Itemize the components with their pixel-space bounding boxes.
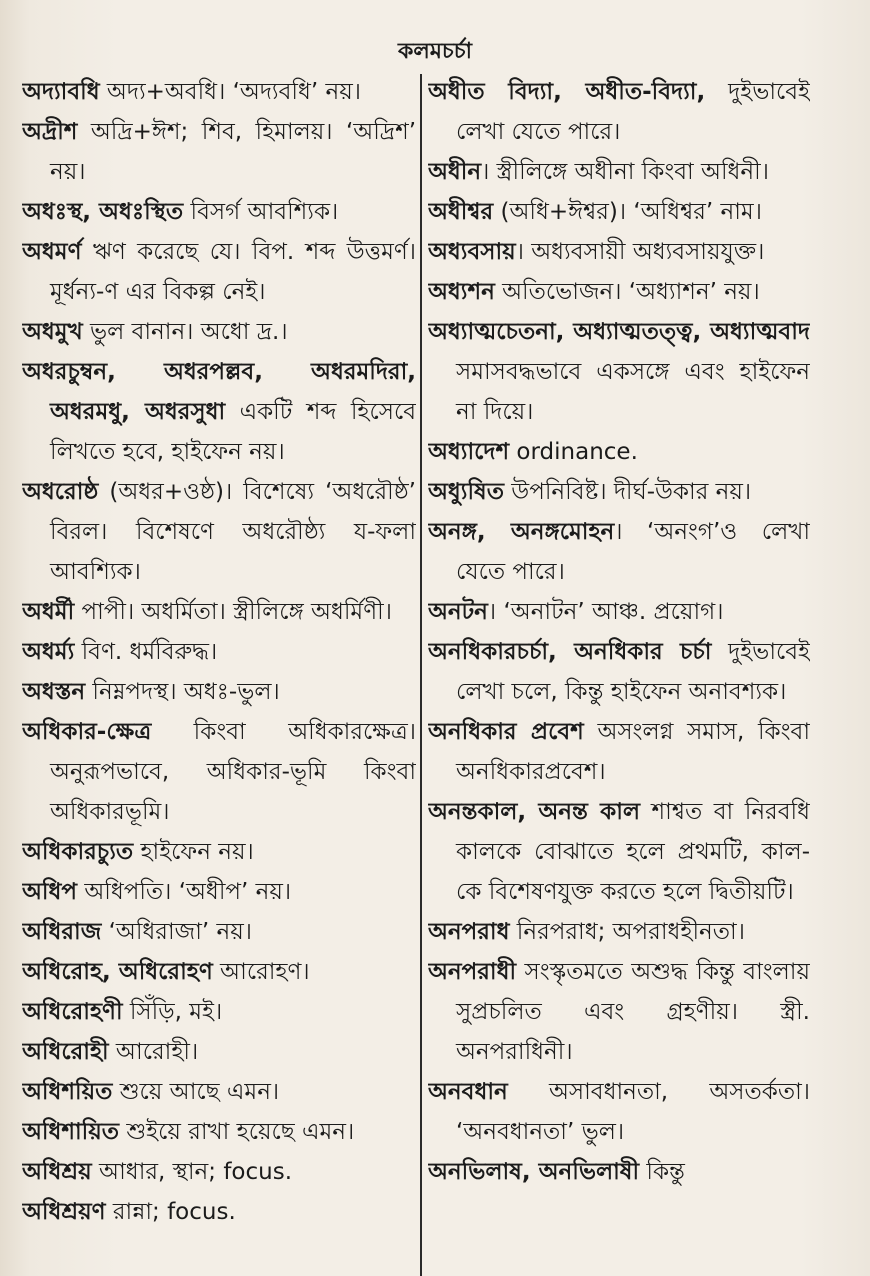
entry-definition: ভুল বানান। অধো দ্র.। — [82, 319, 288, 345]
entry-definition: হাইফেন নয়। — [133, 839, 254, 865]
dictionary-entry — [22, 112, 416, 192]
entry-definition: শাশ্বত বা নিরবধি কালকে বোঝাতে হলে প্রথমটি, কাল-কে বিশেষণযুক্ত করতে হলে দ্বিতীয়টি। — [456, 799, 810, 905]
entry-definition: আরোহণ। — [212, 959, 310, 985]
entry-headword: অনধিকার প্রবেশ — [428, 719, 584, 745]
entry-definition: সংস্কৃতমতে অশুদ্ধ কিন্তু বাংলায় সুপ্রচলিত এবং গ্রহণীয়। স্ত্রী. অনপরাধিনী। — [456, 959, 810, 1065]
dictionary-entry — [428, 1152, 810, 1192]
dictionary-entry — [428, 472, 810, 512]
dictionary-entry — [22, 992, 416, 1032]
entry-headword: অধর্ম্য — [22, 639, 75, 665]
dictionary-entry — [22, 712, 416, 832]
dictionary-entry — [22, 1032, 416, 1072]
left-column — [22, 72, 416, 1276]
entry-definition: রান্না; focus. — [105, 1199, 236, 1225]
dictionary-entry — [428, 512, 810, 592]
entry-headword: অধ্যাদেশ — [428, 439, 510, 465]
entry-definition: । স্ত্রীলিঙ্গে অধীনা কিংবা অধিনী। — [481, 159, 769, 185]
entry-headword: অধমুখ — [22, 319, 83, 345]
entry-definition: আধার, স্থান; focus. — [91, 1159, 293, 1185]
entry-headword: অদ্যাবধি — [22, 79, 100, 105]
dictionary-entry — [428, 712, 810, 792]
dictionary-entry — [428, 312, 810, 432]
dictionary-entry — [428, 912, 810, 952]
entry-headword: অধরচুম্বন, অধরপল্লব, অধরমদিরা, অধরমধু, অধরসুধা — [22, 359, 416, 425]
entry-headword: অধরোষ্ঠ — [22, 479, 99, 505]
entry-headword: অধীশ্বর — [428, 199, 494, 225]
entry-definition: অসাবধানতা, অসতর্কতা। ‘অনবধানতা’ ভুল। — [456, 1079, 810, 1145]
dictionary-entry — [22, 832, 416, 872]
dictionary-entry — [22, 312, 416, 352]
entry-definition: দুইভাবেই লেখা যেতে পারে। — [456, 79, 810, 145]
entry-headword: অধীন — [428, 159, 482, 185]
entry-headword: অধিশয়িত — [22, 1079, 113, 1105]
entry-definition: পাপী। অধর্মিতা। স্ত্রীলিঙ্গে অধর্মিণী। — [74, 599, 392, 625]
dictionary-entry — [22, 1072, 416, 1112]
entry-headword: অধ্যাত্মচেতনা, অধ্যাত্মতত্ত্ব, অধ্যাত্মবাদ — [428, 319, 810, 345]
entry-definition: বিসর্গ আবশ্যিক। — [183, 199, 339, 225]
entry-headword: অধিকারচ্যুত — [22, 839, 134, 865]
dictionary-entry — [428, 232, 810, 272]
dictionary-entry — [22, 1112, 416, 1152]
dictionary-entry — [428, 72, 810, 152]
entry-headword: অনপরাধ — [428, 919, 510, 945]
entry-definition: ঋণ করেছে যে। বিপ. শব্দ উত্তমর্ণ। মূর্ধন্য-ণ এর বিকল্প নেই। — [50, 239, 416, 305]
entry-definition: অসংলগ্ন সমাস, কিংবা অনধিকারপ্রবেশ। — [456, 719, 810, 785]
entry-headword: অধিশায়িত — [22, 1119, 120, 1145]
page-header: কলমচর্চা — [397, 39, 473, 64]
dictionary-entry — [22, 912, 416, 952]
entry-headword: অনধিকারচর্চা, অনধিকার চর্চা — [428, 639, 712, 665]
entry-headword: অধিরোহণী — [22, 999, 123, 1025]
entry-definition: কিন্তু — [639, 1159, 685, 1185]
entry-definition: ‘অধিরাজা’ নয়। — [101, 919, 253, 945]
dictionary-entry — [22, 592, 416, 632]
dictionary-entry — [22, 1192, 416, 1232]
dictionary-entry — [22, 952, 416, 992]
dictionary-entry — [22, 672, 416, 712]
entry-definition: । অধ্যবসায়ী অধ্যবসায়যুক্ত। — [515, 239, 765, 265]
dictionary-entry — [428, 192, 810, 232]
entry-definition: অতিভোজন। ‘অধ্যাশন’ নয়। — [494, 279, 760, 305]
dictionary-entry — [22, 872, 416, 912]
entry-headword: অধ্যশন — [428, 279, 495, 305]
entry-definition: নিরপরাধ; অপরাধহীনতা। — [509, 919, 745, 945]
entry-definition: উপনিবিষ্ট। দীর্ঘ-উকার নয়। — [504, 479, 752, 505]
dictionary-entry — [22, 352, 416, 472]
dictionary-entry — [22, 232, 416, 312]
entry-headword: অধর্মী — [22, 599, 75, 625]
entry-headword: অধিরোহী — [22, 1039, 109, 1065]
dictionary-entry — [428, 952, 810, 1072]
entry-definition: । ‘অনংগ’ও লেখা যেতে পারে। — [456, 519, 810, 585]
entry-headword: অধস্তন — [22, 679, 86, 705]
entry-headword: অধ্যুষিত — [428, 479, 504, 505]
entry-definition: অদ্রি+ঈশ; শিব, হিমালয়। ‘অদ্রিশ’ নয়। — [50, 119, 416, 185]
dictionary-entry — [428, 152, 810, 192]
entry-definition: (অধি+ঈশ্বর)। ‘অধিশ্বর’ নাম। — [493, 199, 762, 225]
entry-headword: অনবধান — [428, 1079, 508, 1105]
entry-headword: অধিরোহ, অধিরোহণ — [22, 959, 213, 985]
column-divider — [420, 74, 422, 1276]
dictionary-entry — [428, 632, 810, 712]
entry-definition: কিংবা অধিকারক্ষেত্র। অনুরূপভাবে, অধিকার-ভূমি কিংবা অধিকারভূমি। — [50, 719, 416, 825]
entry-headword: অধিকার-ক্ষেত্র — [22, 719, 152, 745]
dictionary-entry — [428, 432, 810, 472]
entry-definition: দুইভাবেই লেখা চলে, কিন্তু হাইফেন অনাবশ্যক। — [456, 639, 810, 705]
entry-definition: আরোহী। — [108, 1039, 199, 1065]
dictionary-entry — [428, 792, 810, 912]
entry-headword: অনটন — [428, 599, 488, 625]
entry-definition: সমাসবদ্ধভাবে একসঙ্গে এবং হাইফেন না দিয়ে। — [456, 359, 810, 425]
right-column — [428, 72, 810, 1276]
entry-headword: অধ্যবসায় — [428, 239, 516, 265]
entry-definition: বিণ. ধর্মবিরুদ্ধ। — [74, 639, 218, 665]
entry-definition: সিঁড়ি, মই। — [122, 999, 223, 1025]
entry-definition: অদ্য+অবধি। ‘অদ্যবধি’ নয়। — [99, 79, 361, 105]
entry-definition: অধিপতি। ‘অধীপ’ নয়। — [77, 879, 292, 905]
entry-headword: অধিরাজ — [22, 919, 102, 945]
dictionary-entry — [22, 632, 416, 672]
entry-headword: অদ্রীশ — [22, 119, 78, 145]
entry-definition: ordinance. — [509, 439, 638, 465]
entry-definition: শুইয়ে রাখা হয়েছে এমন। — [119, 1119, 355, 1145]
dictionary-entry — [428, 1072, 810, 1152]
dictionary-entry — [22, 1152, 416, 1192]
entry-definition: একটি শব্দ হিসেবে লিখতে হবে, হাইফেন নয়। — [50, 399, 416, 465]
entry-definition: । ‘অনাটন’ আঞ্চ. প্রয়োগ। — [487, 599, 724, 625]
dictionary-entry — [428, 592, 810, 632]
entry-headword: অধিশ্রয়ণ — [22, 1199, 106, 1225]
entry-headword: অনঙ্গ, অনঙ্গমোহন — [428, 519, 615, 545]
entry-headword: অনন্তকাল, অনন্ত কাল — [428, 799, 640, 825]
entry-headword: অধিশ্রয় — [22, 1159, 92, 1185]
dictionary-entry — [22, 72, 416, 112]
entry-headword: অধীত বিদ্যা, অধীত-বিদ্যা, — [428, 79, 706, 105]
entry-headword: অধমর্ণ — [22, 239, 82, 265]
entry-headword: অধিপ — [22, 879, 78, 905]
entry-definition: শুয়ে আছে এমন। — [112, 1079, 280, 1105]
entry-headword: অনপরাধী — [428, 959, 517, 985]
entry-definition: নিম্নপদস্থ। অধঃ-ভুল। — [85, 679, 280, 705]
entry-definition: (অধর+ওষ্ঠ)। বিশেষ্যে ‘অধরৌষ্ঠ’ বিরল। বিশেষণে অধরৌষ্ঠ্য য-ফলা আবশ্যিক। — [50, 479, 416, 585]
dictionary-entry — [22, 192, 416, 232]
entry-headword: অধঃস্থ, অধঃস্থিত — [22, 199, 184, 225]
dictionary-entry — [428, 272, 810, 312]
dictionary-entry — [22, 472, 416, 592]
entry-headword: অনভিলাষ, অনভিলাষী — [428, 1159, 640, 1185]
